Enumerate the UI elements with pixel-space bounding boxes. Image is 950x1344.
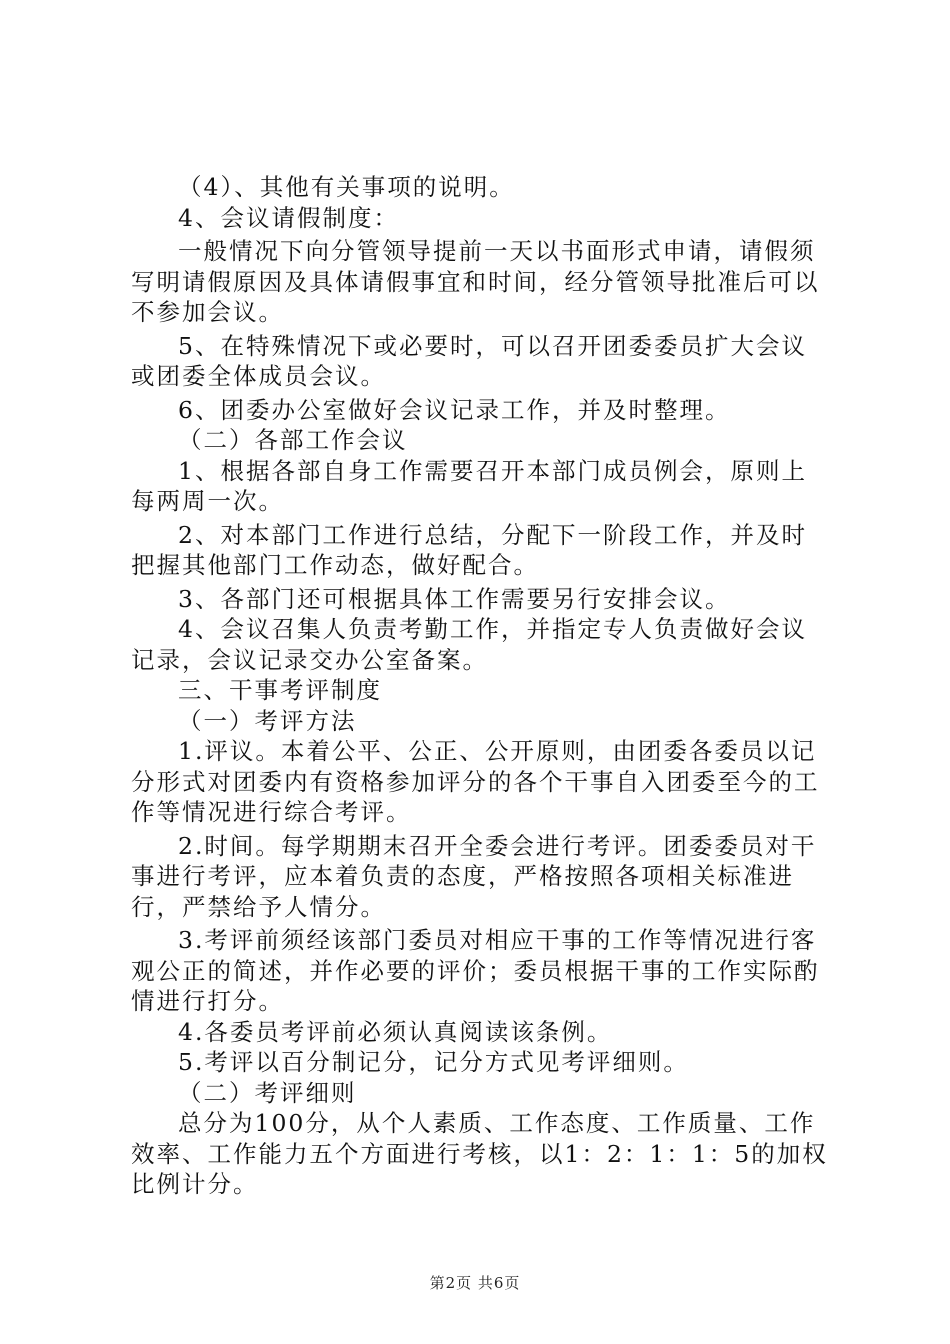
paragraph-department-meeting-4: 4、会议召集人负责考勤工作，并指定专人负责做好会议记录，会议记录交办公室备案。 (131, 615, 807, 674)
section-heading-evaluation-system: 三、干事考评制度 (178, 676, 382, 704)
paragraph-department-meeting-1: 1、根据各部自身工作需要召开本部门成员例会，原则上每两周一次。 (131, 456, 807, 515)
paragraph-evaluation-4: 4.各委员考评前必须认真阅读该条例。 (178, 1017, 613, 1046)
paragraph-department-meetings-heading: （二）各部工作会议 (178, 426, 408, 454)
paragraph-department-meeting-3: 3、各部门还可根据具体工作需要另行安排会议。 (178, 584, 731, 613)
paragraph-expanded-meeting: 5、在特殊情况下或必要时，可以召开团委委员扩大会议或团委全体成员会议。 (131, 331, 807, 390)
paragraph-meeting-records: 6、团委办公室做好会议记录工作，并及时整理。 (178, 395, 731, 424)
paragraph-other-matters: （4）、其他有关事项的说明。 (178, 173, 515, 201)
paragraph-evaluation-5: 5.考评以百分制记分，记分方式见考评细则。 (178, 1048, 689, 1076)
paragraph-evaluation-1: 1.评议。本着公平、公正、公开原则，由团委各委员以记分形式对团委内有资格参加评分的各个干事自入团委至今的工作等情况进行综合考评。 (131, 737, 820, 826)
paragraph-department-meeting-2: 2、对本部门工作进行总结，分配下一阶段工作，并及时把握其他部门工作动态，做好配合。 (131, 520, 807, 579)
document-body (131, 172, 831, 1200)
subsection-heading-evaluation-details: （二）考评细则 (178, 1078, 357, 1107)
page-footer: 第2页 共6页 (429, 1274, 521, 1292)
paragraph-leave-system-heading: 4、会议请假制度： (178, 203, 399, 232)
paragraph-evaluation-2: 2.时间。每学期期末召开全委会进行考评。团委委员对干事进行考评，应本着负责的态度，严格按照各项相关标准进行，严禁给予人情分。 (131, 831, 817, 921)
paragraph-leave-procedure: 一般情况下向分管领导提前一天以书面形式申请，请假须写明请假原因及具体请假事宜和时间，经分管领导批准后可以不参加会议。 (131, 237, 820, 326)
subsection-heading-evaluation-method: （一）考评方法 (178, 706, 357, 735)
paragraph-evaluation-3: 3.考评前须经该部门委员对相应干事的工作等情况进行客观公正的简述，并作必要的评价；委员根据干事的工作实际酌情进行打分。 (131, 926, 820, 1015)
paragraph-evaluation-scoring: 总分为100分，从个人素质、工作态度、工作质量、工作效率、工作能力五个方面进行考核，以1：2：1：1：5的加权比例计分。 (131, 1109, 828, 1198)
